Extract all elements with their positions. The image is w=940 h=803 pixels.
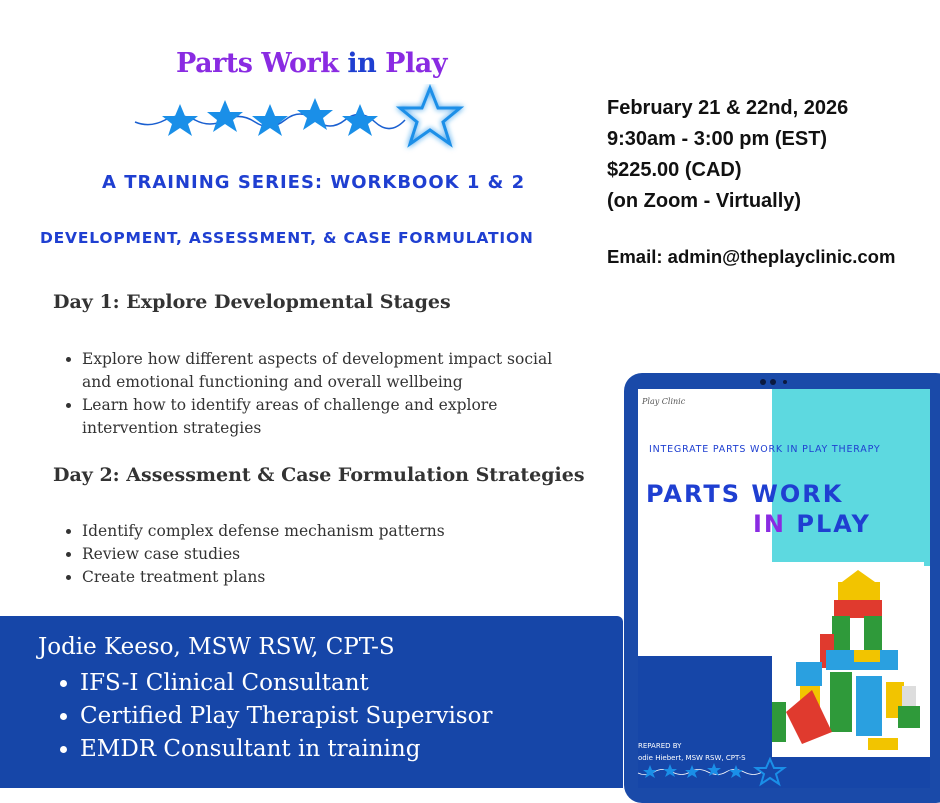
day1-heading: Day 1: Explore Developmental Stages	[53, 291, 451, 313]
camera-icon	[760, 379, 766, 385]
cover-teal-block	[772, 389, 930, 566]
title-parts-work: Parts Work	[176, 48, 339, 79]
cover-title-line2	[753, 510, 871, 538]
sensor-icon	[783, 380, 787, 384]
star-icon	[342, 104, 378, 136]
stars-decoration	[130, 84, 480, 160]
subtitle-series: A TRAINING SERIES: WORKBOOK 1 & 2	[102, 172, 526, 193]
glowing-star-icon	[400, 88, 460, 144]
list-item: • Certified Play Therapist Supervisor	[80, 700, 492, 733]
star-icon	[162, 104, 198, 136]
prepared-name: odie Hiebert, MSW RSW, CPT-S	[638, 754, 746, 762]
list-item: • Explore how different aspects of development impact social and emotional functioning and overall wellbeing	[82, 348, 582, 394]
contact-email[interactable]: Email: admin@theplayclinic.com	[607, 246, 896, 267]
glowing-star-icon	[756, 759, 784, 784]
prepared-label: REPARED BY	[638, 742, 682, 750]
title-play: Play	[385, 48, 447, 79]
camera-icon	[770, 379, 776, 385]
cover-stars-decoration	[636, 757, 796, 788]
presenter-name: Jodie Keeso, MSW RSW, CPT-S	[38, 634, 395, 660]
star-icon	[663, 764, 677, 777]
event-info	[607, 93, 848, 217]
star-icon	[685, 765, 699, 778]
event-format: (on Zoom - Virtually)	[607, 190, 802, 212]
cover-kicker: INTEGRATE PARTS WORK IN PLAY THERAPY	[649, 444, 881, 455]
star-icon	[252, 104, 288, 136]
toy-blocks-illustration	[772, 562, 924, 757]
event-time: 9:30am - 3:00 pm (EST)	[607, 128, 828, 150]
list-item: • Review case studies	[82, 543, 582, 566]
cover-title-play: PLAY	[796, 510, 871, 538]
day1-list	[52, 348, 582, 440]
list-item: • Create treatment plans	[82, 566, 582, 589]
day2-list	[52, 520, 582, 589]
list-item: • Learn how to identify areas of challenge and explore intervention strategies	[82, 394, 582, 440]
subtitle-topics: DEVELOPMENT, ASSESSMENT, & CASE FORMULATION	[40, 229, 534, 247]
star-icon	[207, 100, 243, 132]
title-in: in	[347, 48, 377, 79]
presenter-credentials	[48, 667, 492, 766]
cover-title-line1: PARTS WORK	[646, 480, 844, 508]
cover-title-in: IN	[753, 510, 787, 538]
page-title	[176, 48, 447, 79]
day2-heading: Day 2: Assessment & Case Formulation Strategies	[53, 464, 585, 486]
cover-logo: Play Clinic	[642, 397, 686, 406]
star-icon	[729, 765, 743, 778]
event-price: $225.00 (CAD)	[607, 159, 742, 181]
list-item: • Identify complex defense mechanism patterns	[82, 520, 582, 543]
list-item: • EMDR Consultant in training	[80, 733, 492, 766]
list-item: • IFS-I Clinical Consultant	[80, 667, 492, 700]
event-dates: February 21 & 22nd, 2026	[607, 97, 849, 119]
star-icon	[643, 765, 657, 778]
